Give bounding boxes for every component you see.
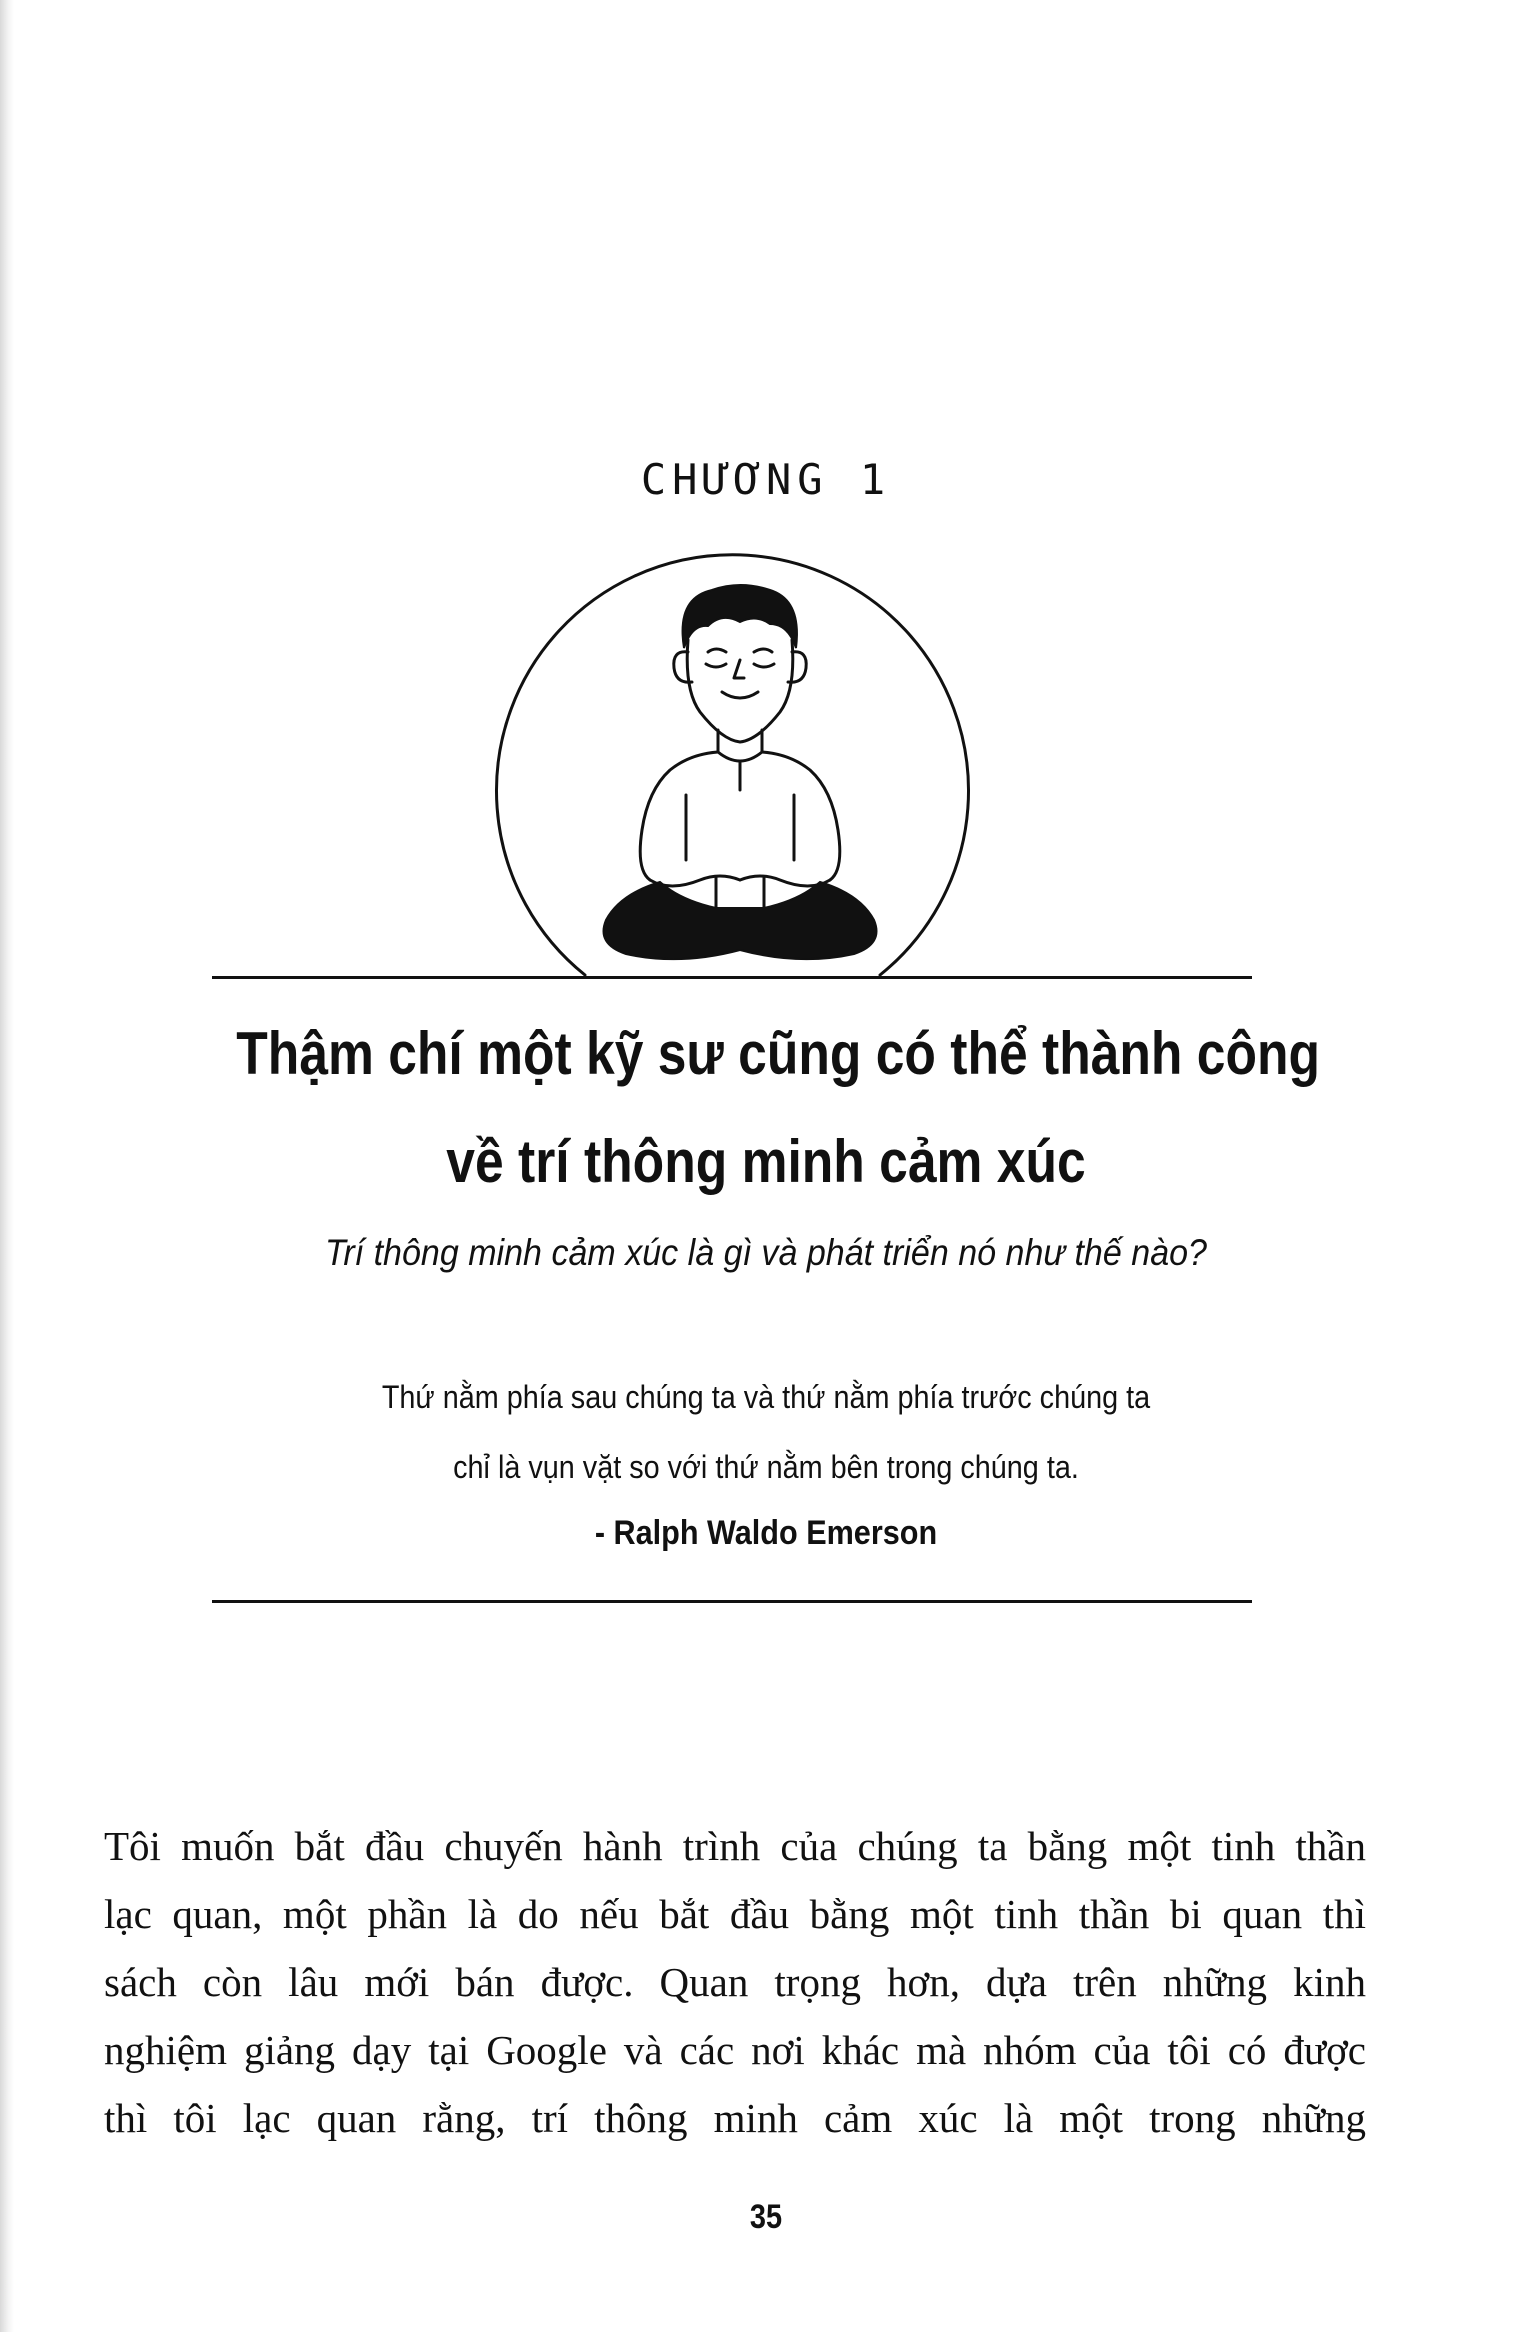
meditating-man-icon [0, 540, 1532, 980]
epigraph-line: Thứ nằm phía sau chúng ta và thứ nằm phía trước chúng ta [381, 1379, 1151, 1415]
chapter-title-line: Thậm chí một kỹ sư cũng có thể thành công [236, 1020, 1321, 1087]
chapter-question: Trí thông minh cảm xúc là gì và phát triển nó như thế nào? [325, 1232, 1207, 1273]
page-edge-shadow [0, 0, 14, 2332]
divider-top [212, 976, 1252, 979]
body-line: nghiệm giảng dạy tại Google và các nơi khác mà nhóm của tôi có được [104, 2027, 1366, 2073]
body-line: Tôi muốn bắt đầu chuyến hành trình của chúng ta bằng một tinh thần [104, 1823, 1366, 1869]
body-line: lạc quan, một phần là do nếu bắt đầu bằng một tinh thần bi quan thì [104, 1891, 1366, 1937]
divider-bottom [212, 1600, 1252, 1603]
epigraph-line: chỉ là vụn vặt so với thứ nằm bên trong chúng ta. [453, 1449, 1079, 1485]
chapter-title [236, 1000, 1321, 1216]
epigraph-quote [212, 1362, 1321, 1502]
epigraph-author: - Ralph Waldo Emerson [594, 1514, 938, 1552]
page-number: 35 [749, 2198, 783, 2236]
body-paragraph [104, 1812, 1366, 2152]
body-line: thì tôi lạc quan rằng, trí thông minh cảm xúc là một trong những [104, 2095, 1366, 2141]
chapter-label: CHƯƠNG 1 [640, 455, 892, 504]
body-line: sách còn lâu mới bán được. Quan trọng hơn, dựa trên những kinh [104, 1959, 1366, 2005]
chapter-title-line: về trí thông minh cảm xúc [446, 1128, 1086, 1195]
